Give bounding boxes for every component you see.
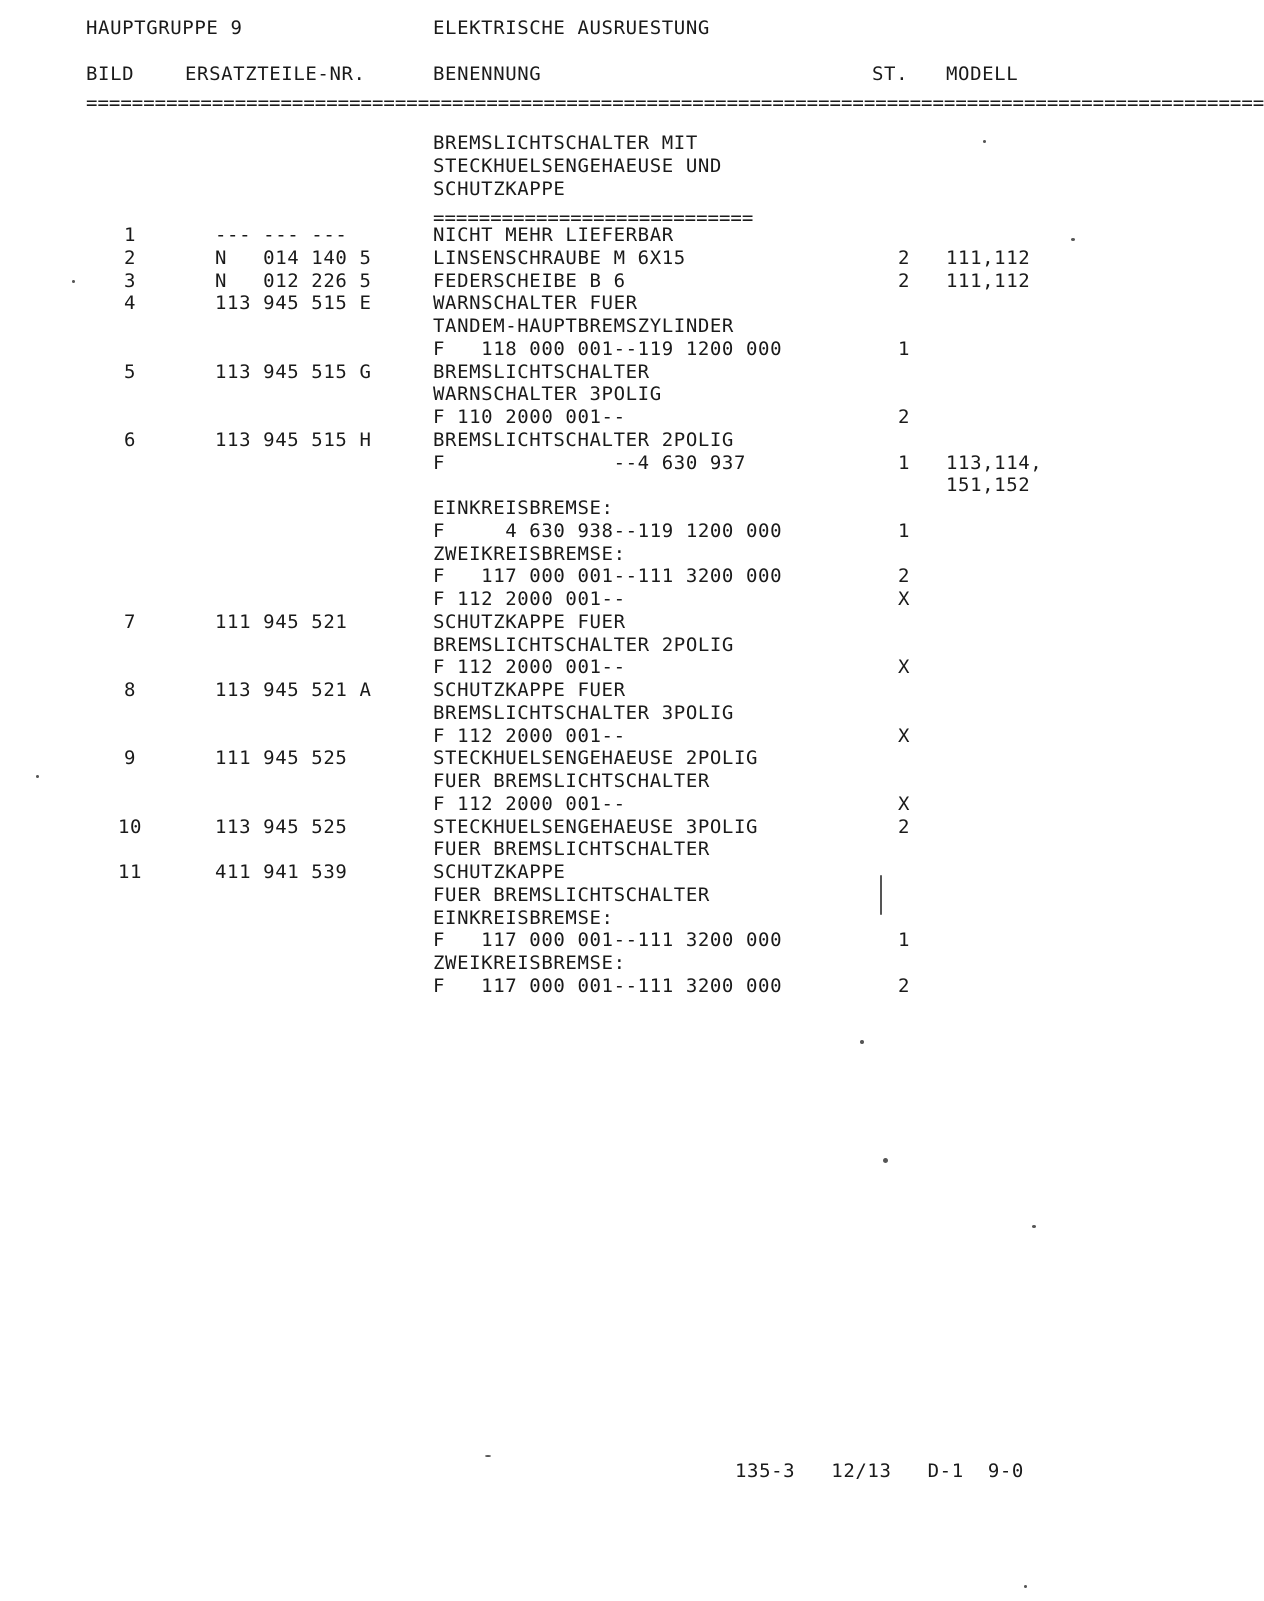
quantity: 1	[898, 929, 911, 951]
model-codes: 113,114,	[946, 452, 1043, 474]
scan-speck	[883, 1158, 888, 1163]
bild-number: 2	[123, 247, 137, 269]
part-description: F 117 000 001--111 3200 000	[433, 975, 783, 997]
bild-number: 7	[123, 611, 137, 633]
part-description: SCHUTZKAPPE FUER	[433, 611, 626, 633]
quantity: 2	[898, 247, 911, 269]
scan-speck	[72, 280, 75, 283]
part-description: F 112 2000 001--	[433, 656, 626, 678]
quantity: 1	[898, 452, 911, 474]
part-description: EINKREISBREMSE:	[433, 907, 614, 929]
part-description: F 117 000 001--111 3200 000	[433, 565, 783, 587]
quantity: 1	[898, 520, 911, 542]
page-footer-code: 135-3 12/13 D-1 9-0	[735, 1460, 1024, 1482]
model-codes: 111,112	[946, 270, 1031, 292]
part-description: SCHUTZKAPPE	[433, 861, 566, 883]
bild-number: 8	[123, 679, 137, 701]
part-number: 111 945 525	[215, 747, 348, 769]
bild-number: 9	[123, 747, 137, 769]
part-description: BREMSLICHTSCHALTER 2POLIG	[433, 634, 734, 656]
quantity: 2	[898, 406, 911, 428]
part-description: BREMSLICHTSCHALTER 3POLIG	[433, 702, 734, 724]
part-description: F 110 2000 001--	[433, 406, 626, 428]
group-title-underline: ============================	[433, 207, 754, 229]
part-description: NICHT MEHR LIEFERBAR	[433, 224, 674, 246]
quantity: X	[898, 656, 911, 678]
part-description: F 4 630 938--119 1200 000	[433, 520, 783, 542]
part-description: EINKREISBREMSE:	[433, 497, 614, 519]
part-description: TANDEM-HAUPTBREMSZYLINDER	[433, 315, 734, 337]
quantity: 2	[898, 975, 911, 997]
part-description: LINSENSCHRAUBE M 6X15	[433, 247, 686, 269]
quantity: X	[898, 793, 911, 815]
scan-speck	[983, 140, 986, 143]
part-description: FEDERSCHEIBE B 6	[433, 270, 626, 292]
bild-number: 6	[123, 429, 137, 451]
bild-number: 10	[117, 816, 143, 838]
part-number: 113 945 521 A	[215, 679, 372, 701]
part-number: 411 941 539	[215, 861, 348, 883]
bild-number: 5	[123, 361, 137, 383]
part-description: F --4 630 937	[433, 452, 747, 474]
part-description: FUER BREMSLICHTSCHALTER	[433, 770, 710, 792]
model-codes: 151,152	[946, 474, 1031, 496]
part-description: F 118 000 001--119 1200 000	[433, 338, 783, 360]
part-description: F 112 2000 001--	[433, 793, 626, 815]
part-description: ZWEIKREISBREMSE:	[433, 952, 626, 974]
part-description: SCHUTZKAPPE FUER	[433, 679, 626, 701]
quantity: 1	[898, 338, 911, 360]
scan-speck	[1024, 1585, 1027, 1588]
part-number: N 012 226 5	[215, 270, 372, 292]
bild-number: 3	[123, 270, 137, 292]
scan-speck	[485, 1455, 491, 1457]
quantity: 2	[898, 816, 911, 838]
part-description: FUER BREMSLICHTSCHALTER	[433, 884, 710, 906]
part-number: 111 945 521	[215, 611, 348, 633]
column-header-ersatzteile-nr: ERSATZTEILE-NR.	[185, 63, 366, 85]
group-title-line-3: SCHUTZKAPPE	[433, 178, 566, 200]
bild-number: 1	[123, 224, 137, 246]
part-description: F 112 2000 001--	[433, 725, 626, 747]
scan-speck	[860, 1040, 864, 1044]
part-description: STECKHUELSENGEHAEUSE 2POLIG	[433, 747, 759, 769]
part-description: BREMSLICHTSCHALTER	[433, 361, 650, 383]
header-separator: =======================================================================================================	[86, 92, 1264, 114]
quantity: 2	[898, 270, 911, 292]
part-number: 113 945 515 G	[215, 361, 372, 383]
quantity: X	[898, 725, 911, 747]
scan-speck	[1032, 1225, 1036, 1228]
scan-speck	[36, 775, 39, 778]
part-description: BREMSLICHTSCHALTER 2POLIG	[433, 429, 734, 451]
column-header-benennung: BENENNUNG	[433, 63, 542, 85]
column-header-bild: BILD	[86, 63, 135, 85]
model-codes: 111,112	[946, 247, 1031, 269]
column-header-st: ST.	[872, 63, 909, 85]
part-description: F 112 2000 001--	[433, 588, 626, 610]
part-number: N 014 140 5	[215, 247, 372, 269]
group-title-line-1: BREMSLICHTSCHALTER MIT	[433, 132, 698, 154]
part-number: 113 945 515 E	[215, 292, 372, 314]
page-title: ELEKTRISCHE AUSRUESTUNG	[433, 17, 710, 39]
bild-number: 11	[117, 861, 143, 883]
part-description: WARNSCHALTER FUER	[433, 292, 638, 314]
part-description: F 117 000 001--111 3200 000	[433, 929, 783, 951]
part-number: 113 945 525	[215, 816, 348, 838]
quantity: X	[898, 588, 911, 610]
part-description: FUER BREMSLICHTSCHALTER	[433, 838, 710, 860]
part-description: STECKHUELSENGEHAEUSE 3POLIG	[433, 816, 759, 838]
column-header-modell: MODELL	[946, 63, 1019, 85]
part-description: ZWEIKREISBREMSE:	[433, 543, 626, 565]
part-description: WARNSCHALTER 3POLIG	[433, 383, 662, 405]
bild-number: 4	[123, 292, 137, 314]
quantity: 2	[898, 565, 911, 587]
scan-mark	[880, 875, 882, 915]
part-number: 113 945 515 H	[215, 429, 372, 451]
part-number: --- --- ---	[215, 224, 348, 246]
hauptgruppe-label: HAUPTGRUPPE 9	[86, 17, 243, 39]
scan-speck	[1071, 238, 1075, 241]
group-title-line-2: STECKHUELSENGEHAEUSE UND	[433, 155, 722, 177]
